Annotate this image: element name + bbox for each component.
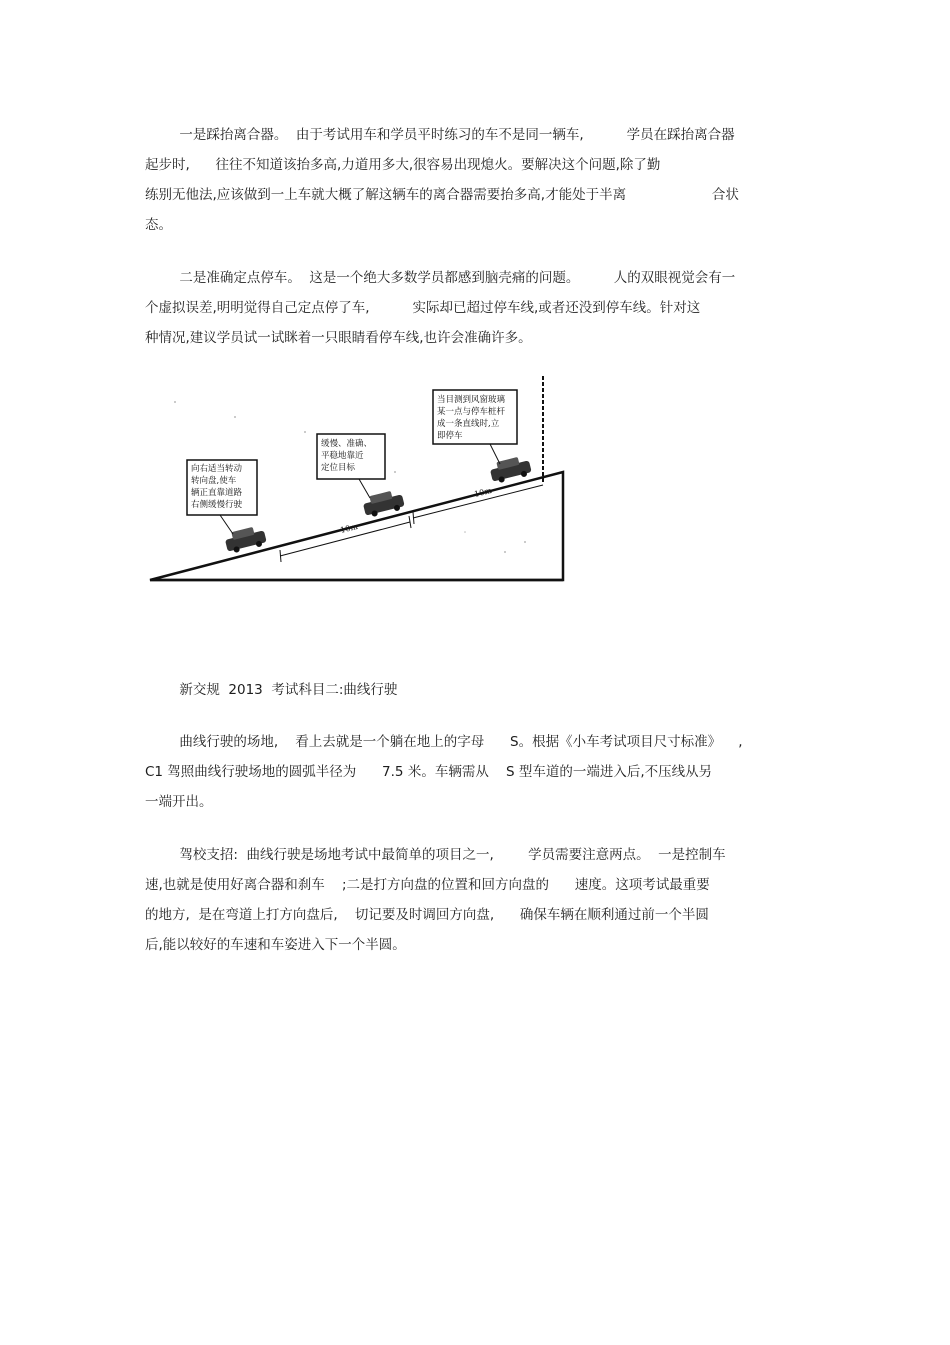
- paragraph-1-line-2: 起步时, 往往不知道该抬多高,力道用多大,很容易出现熄火。要解决这个问题,除了勤: [145, 157, 661, 173]
- dimension-2-label: 10m: [473, 485, 493, 499]
- paragraph-2-line-3: 种情况,建议学员试一试眯着一只眼睛看停车线,也许会准确许多。: [145, 330, 532, 346]
- callout-1-line-2: 转向盘,使车: [191, 476, 237, 486]
- slope-parking-figure: [145, 372, 570, 592]
- paragraph-3-line-3: 一端开出。: [145, 794, 213, 810]
- paragraph-2-line-2: 个虚拟误差,明明觉得自己定点停了车, 实际却已超过停车线,或者还没到停车线。针对这: [145, 300, 701, 316]
- paragraph-1-line-1: 一是踩抬离合器。 由于考试用车和学员平时练习的车不是同一辆车, 学员在踩抬离合器: [145, 127, 735, 143]
- slope-diagram: [145, 372, 570, 592]
- callout-3-pointer: [490, 444, 500, 464]
- callout-3-line-4: 即停车: [437, 431, 463, 441]
- callout-2-line-2: 平稳地靠近: [321, 451, 364, 461]
- callout-1-line-4: 右侧缓慢行驶: [191, 500, 243, 510]
- paragraph-1-line-3: 练别无他法,应该做到一上车就大概了解这辆车的离合器需要抬多高,才能处于半离 合状: [145, 187, 739, 203]
- paragraph-3-line-1: 曲线行驶的场地, 看上去就是一个躺在地上的字母 S。根据《小车考试项目尺寸标准》 ,: [145, 734, 743, 750]
- callout-3-line-1: 当目测到风窗玻璃: [437, 395, 506, 405]
- callout-2-line-3: 定位目标: [321, 463, 356, 473]
- paragraph-4-line-2: 速,也就是使用好离合器和刹车 ;二是打方向盘的位置和回方向盘的 速度。这项考试最重要: [145, 877, 710, 893]
- paragraph-4-line-4: 后,能以较好的车速和车姿进入下一个半圆。: [145, 937, 406, 953]
- callout-2-pointer: [359, 479, 370, 498]
- car-3: [489, 455, 533, 485]
- callout-1-line-1: 向右适当转动: [191, 464, 243, 474]
- paragraph-4-line-3: 的地方, 是在弯道上打方向盘后, 切记要及时调回方向盘, 确保车辆在顺利通过前一个半圆: [145, 907, 709, 923]
- section-heading: 新交规 2013 考试科目二:曲线行驶: [145, 682, 398, 698]
- paragraph-2-line-1: 二是准确定点停车。 这是一个绝大多数学员都感到脑壳痛的问题。 人的双眼视觉会有一: [145, 270, 736, 286]
- callout-3-line-3: 成一条直线时,立: [437, 419, 500, 429]
- callout-1-line-3: 辆正直靠道路: [191, 488, 243, 498]
- callout-3-line-2: 某一点与停车桩杆: [437, 407, 506, 417]
- dimension-1-label: 10m: [339, 521, 359, 535]
- paragraph-3-line-2: C1 驾照曲线行驶场地的圆弧半径为 7.5 米。车辆需从 S 型车道的一端进入后,不压线从另: [145, 764, 713, 780]
- callout-1-pointer: [220, 515, 233, 534]
- paragraph-1-line-4: 态。: [145, 217, 172, 233]
- callout-2-line-1: 缓慢、准确、: [321, 439, 373, 449]
- paragraph-4-line-1: 驾校支招: 曲线行驶是场地考试中最简单的项目之一, 学员需要注意两点。 一是控制车: [145, 847, 726, 863]
